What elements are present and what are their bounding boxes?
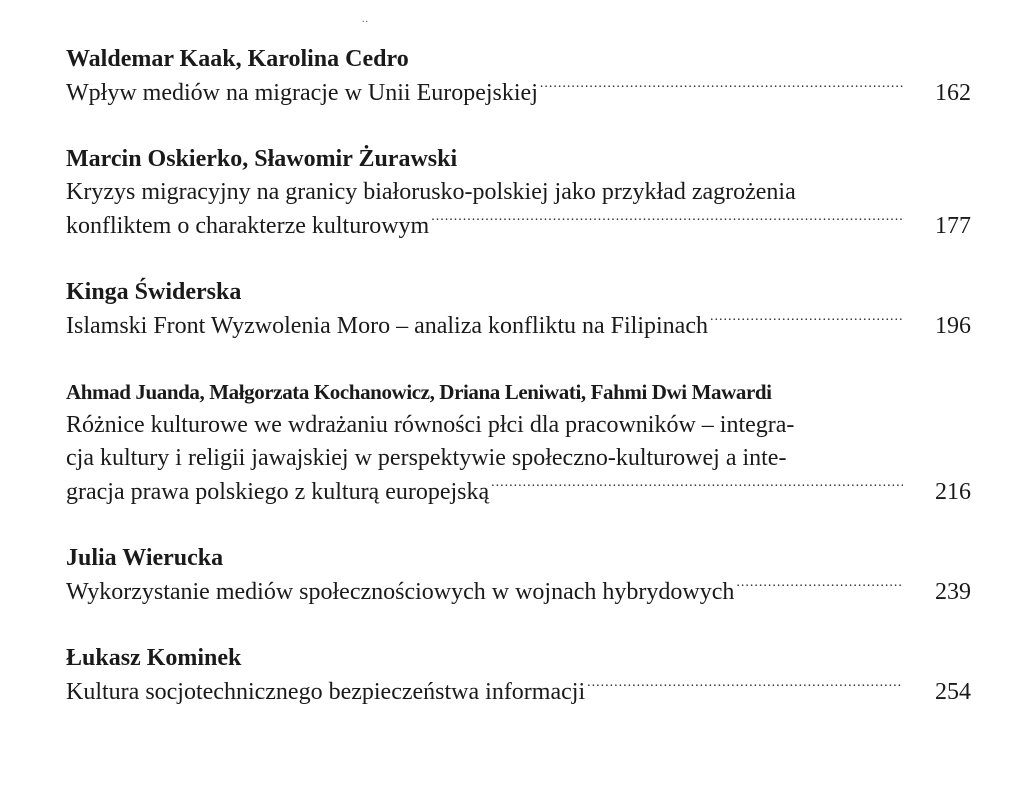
entry-title: Wykorzystanie mediów społecznościowych w wojnach hybrydowych xyxy=(66,579,735,605)
entry-authors: Kinga Świderska xyxy=(66,279,242,305)
entry-title-line xyxy=(66,675,971,708)
entry-title-line xyxy=(66,309,971,342)
entry-title: konfliktem o charakterze kulturowym xyxy=(66,213,430,239)
entry-title: Islamski Front Wyzwolenia Moro – analiza konfliktu na Filipinach xyxy=(66,313,708,339)
toc-entry xyxy=(66,377,971,508)
entry-page-number: 162 xyxy=(935,80,971,106)
entry-authors: Łukasz Kominek xyxy=(66,645,242,671)
entry-title: Kultura socjotechnicznego bezpieczeństwa informacji xyxy=(66,679,586,705)
toc-entry xyxy=(66,277,971,342)
toc-entry xyxy=(66,543,971,608)
dot-leader xyxy=(431,209,903,233)
entry-title: gracja prawa polskiego z kulturą europejską xyxy=(66,479,490,505)
dot-leader xyxy=(710,309,903,333)
entry-page-number: 216 xyxy=(935,479,971,505)
entry-page-number: 239 xyxy=(935,579,971,605)
entry-authors: Ahmad Juanda, Małgorzata Kochanowicz, Driana Leniwati, Fahmi Dwi Mawardi xyxy=(66,380,772,404)
entry-title-line xyxy=(66,475,971,508)
toc-entry xyxy=(66,144,971,242)
entry-page-number: 254 xyxy=(935,679,971,705)
dot-leader xyxy=(587,675,903,699)
entry-title-line xyxy=(66,76,971,109)
dot-leader xyxy=(736,575,903,599)
entry-title: Wpływ mediów na migracje w Unii Europejskiej xyxy=(66,80,538,106)
entry-authors: Waldemar Kaak, Karolina Cedro xyxy=(66,46,409,72)
entry-title-line xyxy=(66,575,971,608)
entry-title-line: cja kultury i religii jawajskiej w perspektywie społeczno-kulturowej a inte- xyxy=(66,445,787,471)
entry-title-line xyxy=(66,209,971,242)
dot-leader xyxy=(491,475,903,499)
entry-title-line: Różnice kulturowe we wdrażaniu równości płci dla pracowników – integra- xyxy=(66,412,795,438)
toc-entry xyxy=(66,643,971,708)
entry-page-number: 177 xyxy=(935,213,971,239)
toc-entry xyxy=(66,44,971,109)
entry-authors: Julia Wierucka xyxy=(66,545,224,571)
scan-speck: .. xyxy=(362,14,369,25)
entry-authors: Marcin Oskierko, Sławomir Żurawski xyxy=(66,146,458,172)
entry-page-number: 196 xyxy=(935,313,971,339)
entry-title-line: Kryzys migracyjny na granicy białorusko-polskiej jako przykład zagrożenia xyxy=(66,179,796,205)
dot-leader xyxy=(540,76,903,100)
